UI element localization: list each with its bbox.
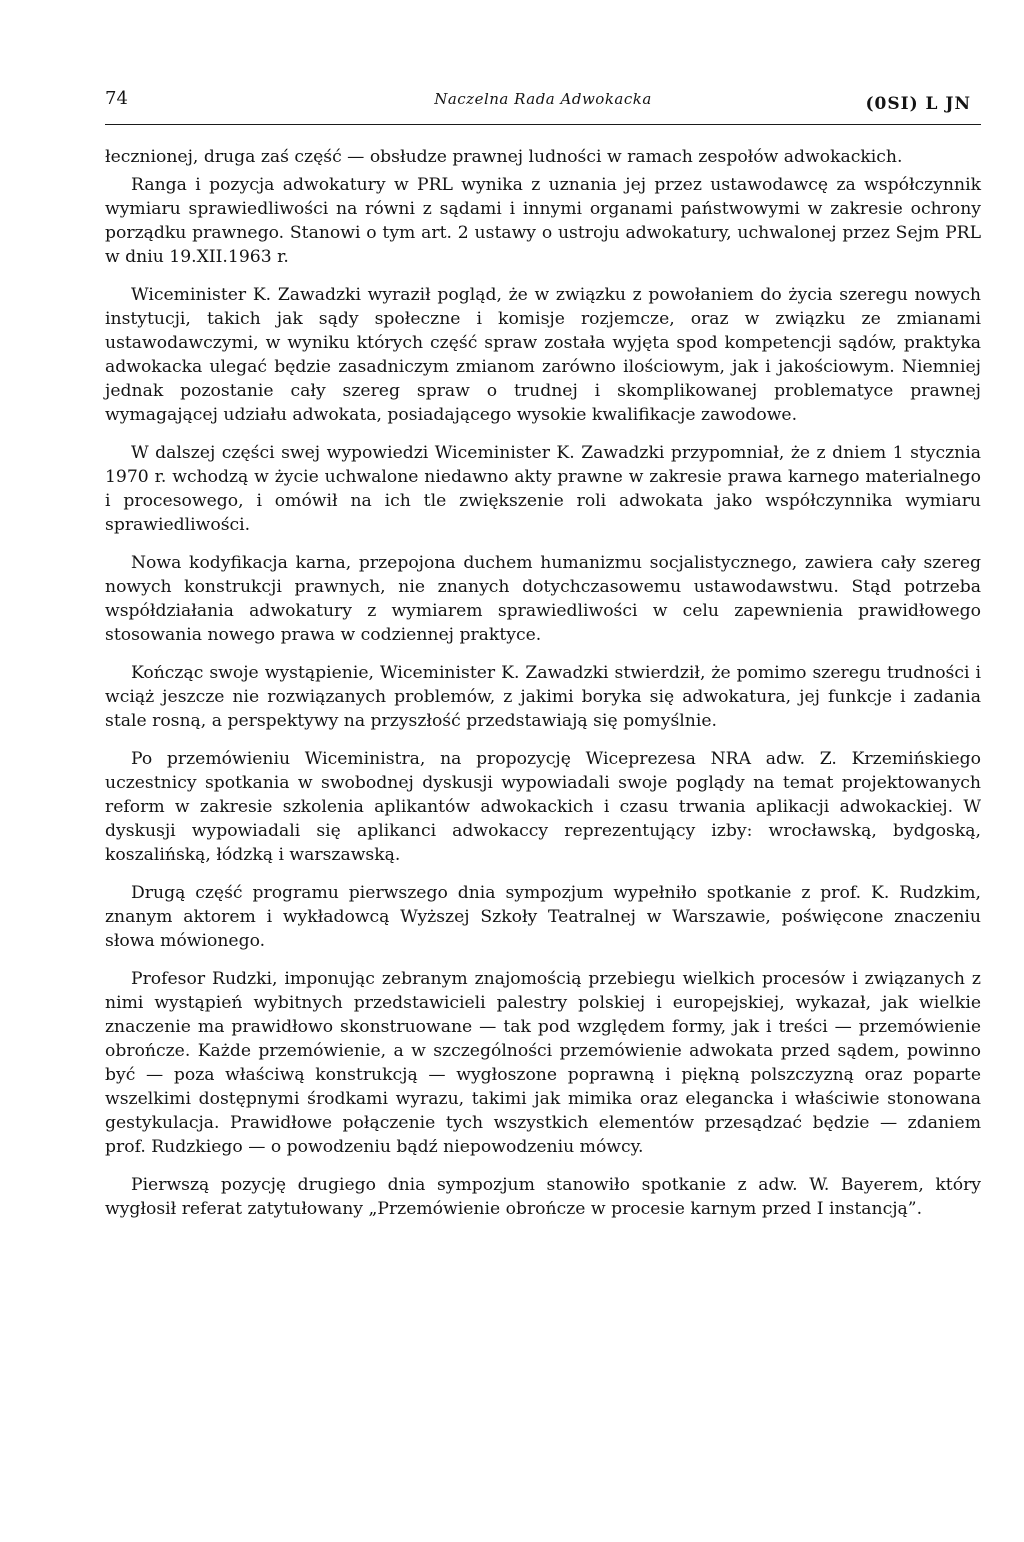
paragraph-konczac: Kończąc swoje wystąpienie, Wiceminister K. Zawadzki stwierdził, że pomimo szeregu trudności i wciąż jeszcze nie rozwiązanych problemów, z jakimi boryka się adwokatura, jej funkcje i zadania stale rosną, a perspektywy na przyszłość przedstawiają się pomyślnie. (105, 663, 981, 731)
paragraph-kodyfikacja: Nowa kodyfikacja karna, przepojona duchem humanizmu socjalistycznego, zawiera cały szereg nowych konstrukcji prawnych, nie znanych dotychczasowemu ustawodawstwu. Stąd potrzeba współdziałania adwokatury z wymiarem sprawiedliwości w celu zapewnienia prawidłowego stosowania nowego prawa w codziennej praktyce. (105, 553, 981, 645)
paragraph-ranga: Ranga i pozycja adwokatury w PRL wynika z uznania jej przez ustawodawcę za współczynnik wymiaru sprawiedliwości na równi z sądami i innymi organami państwowymi w zakresie ochrony porządku prawnego. Stanowi o tym art. 2 ustawy o ustroju adwokatury, uchwalonej przez Sejm PRL w dniu 19.XII.1963 r. (105, 175, 981, 267)
paragraph-druga-czesc: Drugą część programu pierwszego dnia sympozjum wypełniło spotkanie z prof. K. Rudzkim, znanym aktorem i wykładowcą Wyższej Szkoły Teatralnej w Warszawie, poświęcone znaczeniu słowa mówionego. (105, 883, 981, 951)
running-header (105, 86, 981, 125)
journal-title: Naczelna Rada Adwokacka (434, 90, 652, 108)
paragraph-drugi-dzien: Pierwszą pozycję drugiego dnia sympozjum stanowiło spotkanie z adw. W. Bayerem, który wygłosił referat zatytułowany „Przemówienie obrończe w procesie karnym przed I instancją”. (105, 1175, 981, 1219)
page-number: 74 (105, 88, 128, 109)
paragraph-continuation: łecznionej, druga zaś część — obsłudze prawnej ludności w ramach zespołów adwokackich. (105, 147, 903, 167)
issue-mark: (0SI) L JN (865, 94, 971, 114)
article-body (105, 145, 981, 1221)
paragraph-wiceminister: Wiceminister K. Zawadzki wyraził pogląd, że w związku z powołaniem do życia szeregu nowych instytucji, takich jak sądy społeczne i komisje rozjemcze, oraz w związku ze zmianami ustawodawczymi, w wyniku których część spraw została wyjęta spod kompetencji sądów, praktyka adwokacka ulegać będzie zasadniczym zmianom zarówno ilościowym, jak i jakościowym. Niemniej jednak pozostanie cały szereg spraw o trudnej i skomplikowanej problematyce prawnej wymagającej udziału adwokata, posiadającego wysokie kwalifikacje zawodowe. (105, 285, 981, 425)
document-page (105, 86, 981, 1235)
paragraph-profesor-rudzki: Profesor Rudzki, imponując zebranym znajomością przebiegu wielkich procesów i związanych z nimi wystąpień wybitnych przedstawicieli palestry polskiej i europejskiej, wykazał, jak wielkie znaczenie ma prawidłowo skonstruowane — tak pod względem formy, jak i treści — przemówienie obrończe. Każde przemówienie, a w szczególności przemówienie adwokata przed sądem, powinno być — poza właściwą konstrukcją — wygłoszone poprawną i piękną polszczyzną oraz poparte wszelkimi dostępnymi środkami wyrazu, takimi jak mimika oraz elegancka i właściwie stonowana gestykulacja. Prawidłowe połączenie tych wszystkich elementów przesądzać będzie — zdaniem prof. Rudzkiego — o powodzeniu bądź niepowodzeniu mówcy. (105, 969, 981, 1157)
paragraph-dalszej-czesci: W dalszej części swej wypowiedzi Wiceminister K. Zawadzki przypomniał, że z dniem 1 stycznia 1970 r. wchodzą w życie uchwalone niedawno akty prawne w zakresie prawa karnego materialnego i procesowego, i omówił na ich tle zwiększenie roli adwokata jako współczynnika wymiaru sprawiedliwości. (105, 443, 981, 535)
paragraph-dyskusja: Po przemówieniu Wiceministra, na propozycję Wiceprezesa NRA adw. Z. Krzemińskiego uczestnicy spotkania w swobodnej dyskusji wypowiadali swoje poglądy na temat projektowanych reform w zakresie szkolenia aplikantów adwokackich i czasu trwania aplikacji adwokackiej. W dyskusji wypowiadali się aplikanci adwokaccy reprezentujący izby: wrocławską, bydgoską, koszalińską, łódzką i warszawską. (105, 749, 981, 865)
